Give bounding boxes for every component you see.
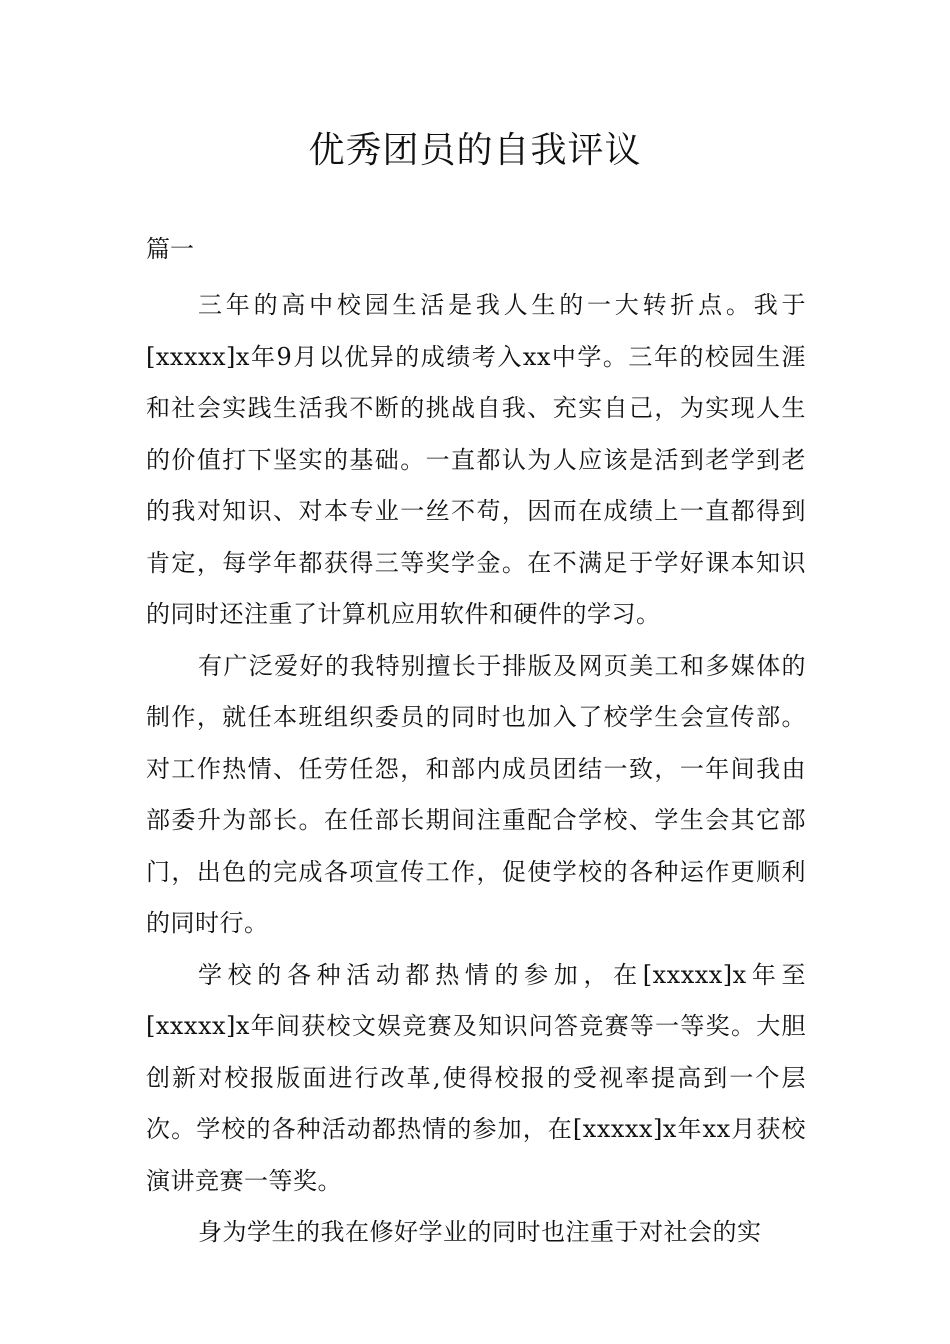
section-label: 篇一 xyxy=(146,235,194,263)
document-body xyxy=(146,280,806,1259)
document-title: 优秀团员的自我评议 xyxy=(308,130,642,171)
paragraph-3: 学校的各种活动都热情的参加，在[xxxxx]x年至[xxxxx]x年间获校文娱竞赛及知识问答竞赛等一等奖。大胆创新对校报版面进行改革,使得校报的受视率提高到一个层次。学校的各种活动都热情的参加，在[xxxxx]x年xx月获校演讲竞赛一等奖。 xyxy=(146,960,806,1195)
paragraph-2: 有广泛爱好的我特别擅长于排版及网页美工和多媒体的制作，就任本班组织委员的同时也加入了校学生会宣传部。对工作热情、任劳任怨，和部内成员团结一致，一年间我由部委升为部长。在任部长期间注重配合学校、学生会其它部门，出色的完成各项宣传工作，促使学校的各种运作更顺利的同时行。 xyxy=(146,651,806,937)
paragraph-1: 三年的高中校园生活是我人生的一大转折点。我于[xxxxx]x年9月以优异的成绩考入xx中学。三年的校园生涯和社会实践生活我不断的挑战自我、充实自己，为实现人生的价值打下坚实的基础。一直都认为人应该是活到老学到老的我对知识、对本专业一丝不苟，因而在成绩上一直都得到肯定，每学年都获得三等奖学金。在不满足于学好课本知识的同时还注重了计算机应用软件和硬件的学习。 xyxy=(146,291,806,628)
paragraph-4: 身为学生的我在修好学业的同时也注重于对社会的实 xyxy=(198,1218,762,1246)
